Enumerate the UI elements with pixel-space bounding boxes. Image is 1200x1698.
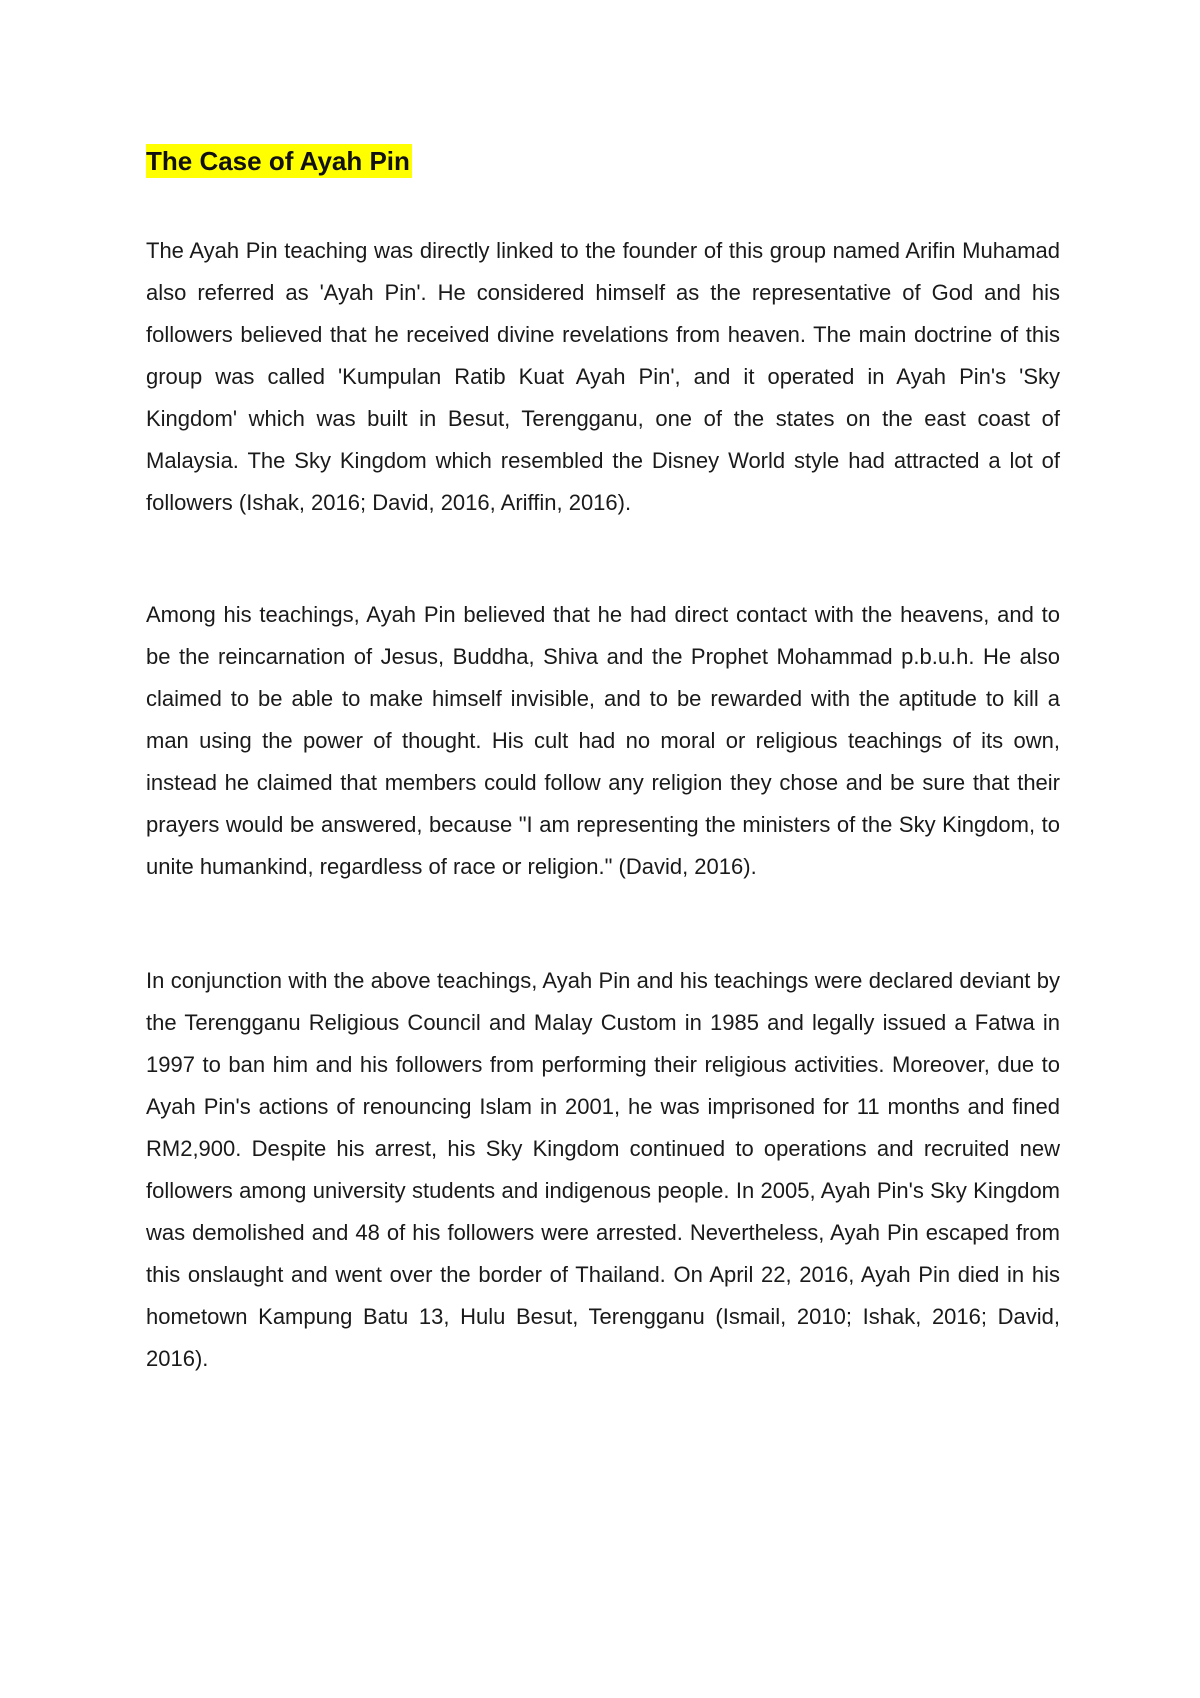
- paragraph-1: The Ayah Pin teaching was directly linked to the founder of this group named Arifin Muhamad also referred as 'Ayah Pin'. He considered himself as the representative of God and his followers believed that he received divine revelations from heaven. The main doctrine of this group was called 'Kumpulan Ratib Kuat Ayah Pin', and it operated in Ayah Pin's 'Sky Kingdom' which was built in Besut, Terengganu, one of the states on the east coast of Malaysia. The Sky Kingdom which resembled the Disney World style had attracted a lot of followers (Ishak, 2016; David, 2016, Ariffin, 2016).: [146, 238, 1060, 515]
- paragraph-3: In conjunction with the above teachings, Ayah Pin and his teachings were declared deviant by the Terengganu Religious Council and Malay Custom in 1985 and legally issued a Fatwa in 1997 to ban him and his followers from performing their religious activities. Moreover, due to Ayah Pin's actions of renouncing Islam in 2001, he was imprisoned for 11 months and fined RM2,900. Despite his arrest, his Sky Kingdom continued to operations and recruited new followers among university students and indigenous people. In 2005, Ayah Pin's Sky Kingdom was demolished and 48 of his followers were arrested. Nevertheless, Ayah Pin escaped from this onslaught and went over the border of Thailand. On April 22, 2016, Ayah Pin died in his hometown Kampung Batu 13, Hulu Besut, Terengganu (Ismail, 2010; Ishak, 2016; David, 2016).: [146, 968, 1060, 1371]
- paragraph-2: Among his teachings, Ayah Pin believed that he had direct contact with the heavens, and to be the reincarnation of Jesus, Buddha, Shiva and the Prophet Mohammad p.b.u.h. He also claimed to be able to make himself invisible, and to be rewarded with the aptitude to kill a man using the power of thought. His cult had no moral or religious teachings of its own, instead he claimed that members could follow any religion they chose and be sure that their prayers would be answered, because "I am representing the ministers of the Sky Kingdom, to unite humankind, regardless of race or religion." (David, 2016).: [146, 602, 1060, 879]
- page-title: The Case of Ayah Pin: [146, 146, 410, 176]
- document-body: [146, 144, 1060, 1380]
- title-line: [146, 144, 1060, 178]
